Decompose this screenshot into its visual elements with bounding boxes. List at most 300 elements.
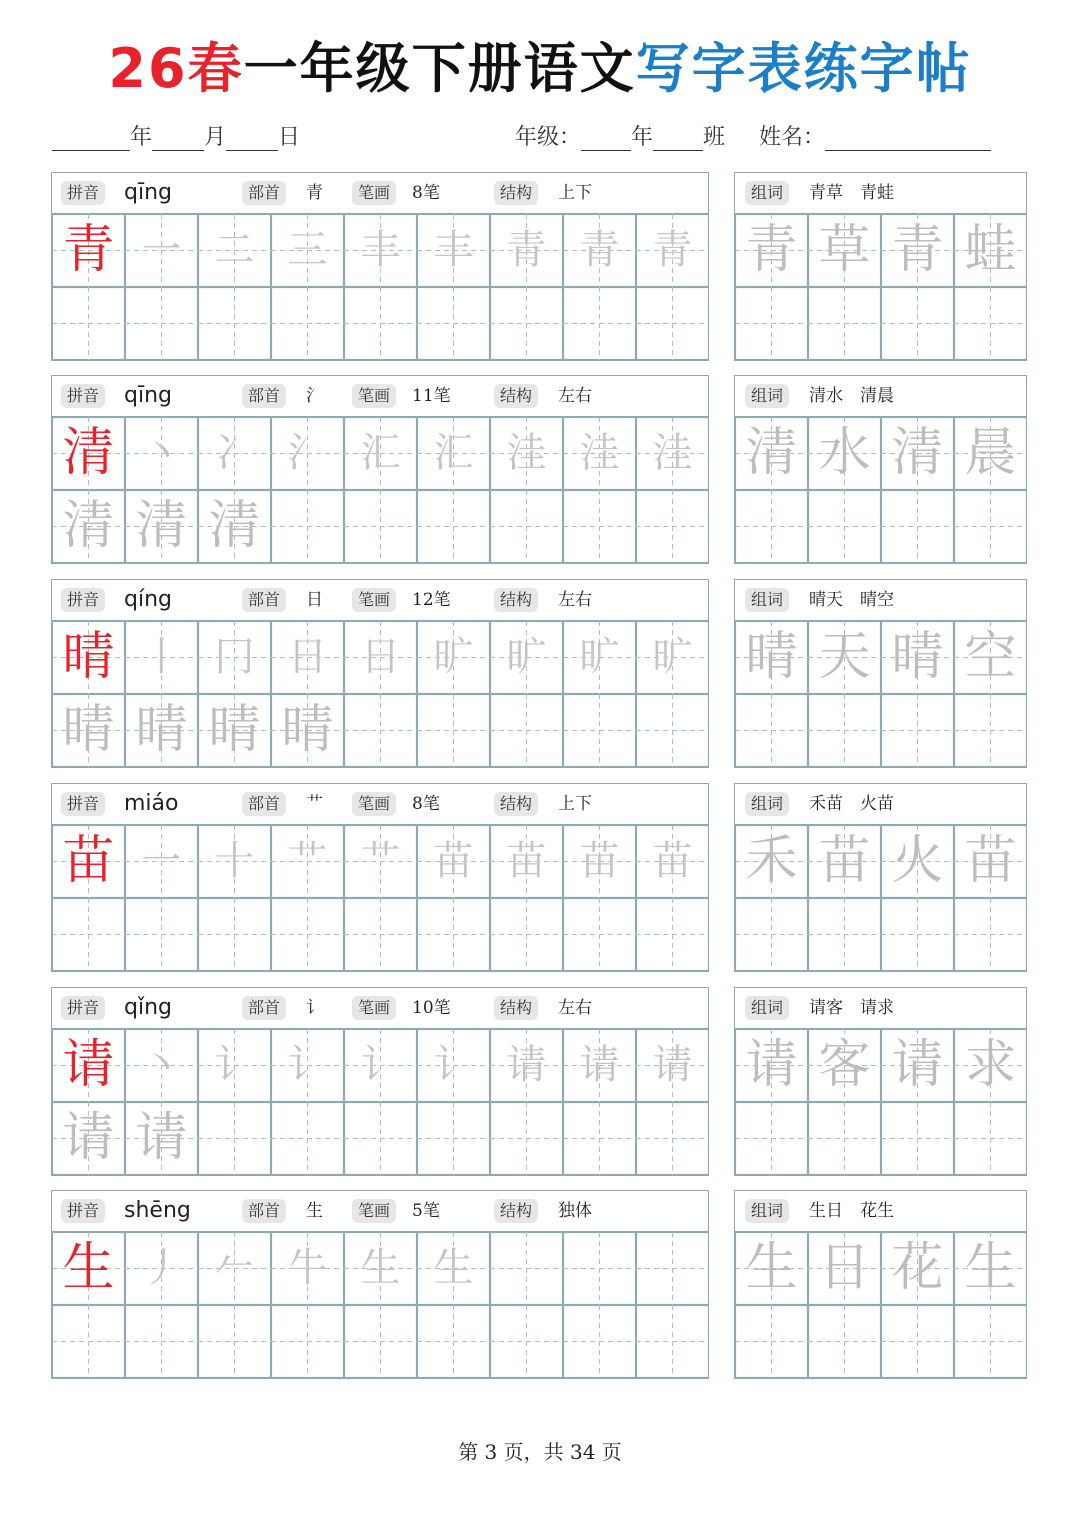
word-cell[interactable] (881, 825, 954, 898)
strokes-label: 笔画 (352, 384, 396, 408)
stroke-step: 苗 (652, 838, 693, 884)
word-cell[interactable] (735, 214, 808, 287)
writing-cell[interactable] (344, 1305, 417, 1378)
stroke-step: 艹 (360, 838, 401, 884)
writing-cell[interactable] (52, 1305, 125, 1378)
writing-cell[interactable] (125, 825, 198, 898)
word-cell[interactable] (808, 1029, 881, 1102)
writing-cell[interactable] (125, 490, 198, 563)
writing-cell[interactable] (271, 694, 344, 767)
writing-cell[interactable] (563, 621, 636, 694)
radical-label: 部首 (242, 588, 286, 612)
writing-cell[interactable] (125, 417, 198, 490)
model-character: 清 (62, 423, 115, 483)
words-label: 组词 (745, 181, 789, 205)
word-cell[interactable] (735, 825, 808, 898)
writing-cell[interactable] (490, 1232, 563, 1305)
page-title (0, 34, 1080, 104)
words-panel (734, 375, 1027, 564)
stroke-step: 丿 (141, 1245, 182, 1291)
writing-cell[interactable] (344, 621, 417, 694)
word-trace-character: 青 (891, 220, 944, 280)
writing-cell[interactable] (271, 1232, 344, 1305)
radical-label: 部首 (242, 1199, 286, 1223)
words-value: 请客 请求 (809, 998, 894, 1018)
writing-cell[interactable] (198, 417, 271, 490)
writing-cell[interactable] (271, 898, 344, 971)
stroke-step: 日 (287, 634, 328, 680)
word-cell[interactable] (954, 1102, 1027, 1175)
word-trace-character: 晨 (964, 423, 1017, 483)
word-trace-character: 生 (745, 1238, 798, 1298)
strokes-label: 笔画 (352, 181, 396, 205)
stroke-step: 十 (214, 838, 255, 884)
word-cell[interactable] (735, 287, 808, 360)
stroke-panel (51, 1190, 709, 1379)
class-blank[interactable] (653, 128, 703, 151)
word-cell[interactable] (954, 1232, 1027, 1305)
radical-label: 部首 (242, 792, 286, 816)
word-trace-character: 生 (964, 1238, 1017, 1298)
writing-cell[interactable] (636, 825, 709, 898)
stroke-step: 一 (141, 227, 182, 273)
writing-cell[interactable] (636, 417, 709, 490)
stroke-step: 苗 (579, 838, 620, 884)
word-trace-character: 客 (818, 1035, 871, 1095)
word-trace-character: 花 (891, 1238, 944, 1298)
trace-character: 清 (208, 496, 261, 556)
stroke-step: 讠 (214, 1042, 255, 1088)
stroke-step: 三 (287, 227, 328, 273)
stroke-step: 氵 (287, 430, 328, 476)
writing-cell[interactable] (417, 1305, 490, 1378)
word-trace-character: 禾 (745, 831, 798, 891)
word-cell[interactable] (881, 621, 954, 694)
word-cell[interactable] (735, 1232, 808, 1305)
writing-cell[interactable] (417, 287, 490, 360)
stroke-step: 艹 (287, 838, 328, 884)
trace-character: 清 (62, 496, 115, 556)
writing-cell[interactable] (198, 490, 271, 563)
writing-cell[interactable] (490, 287, 563, 360)
word-cell[interactable] (808, 214, 881, 287)
pinyin-label: 拼音 (61, 996, 105, 1020)
writing-cell[interactable] (52, 1029, 125, 1102)
stroke-step: 洼 (652, 430, 693, 476)
stroke-step: 丰 (433, 227, 474, 273)
char-info-header (52, 173, 708, 214)
word-cell[interactable] (954, 490, 1027, 563)
char-info-header (52, 784, 708, 825)
word-cell[interactable] (808, 825, 881, 898)
stroke-panel (51, 783, 709, 972)
writing-cell[interactable] (271, 1102, 344, 1175)
writing-cell[interactable] (125, 898, 198, 971)
stroke-step: 丨 (141, 634, 182, 680)
writing-cell[interactable] (344, 898, 417, 971)
writing-cell[interactable] (563, 825, 636, 898)
strokes-label: 笔画 (352, 996, 396, 1020)
word-trace-character: 青 (745, 220, 798, 280)
writing-cell[interactable] (271, 417, 344, 490)
writing-cell[interactable] (271, 287, 344, 360)
structure-value: 左右 (558, 590, 592, 610)
writing-cell[interactable] (636, 214, 709, 287)
char-info-header (52, 376, 708, 417)
words-label: 组词 (745, 792, 789, 816)
word-cell[interactable] (735, 490, 808, 563)
writing-cell[interactable] (125, 694, 198, 767)
strokes-value: 11笔 (412, 386, 451, 406)
writing-cell[interactable] (417, 898, 490, 971)
writing-cell[interactable] (52, 490, 125, 563)
writing-cell[interactable] (344, 417, 417, 490)
stroke-step: 汇 (360, 430, 401, 476)
writing-cell[interactable] (271, 621, 344, 694)
writing-cell[interactable] (490, 825, 563, 898)
writing-cell[interactable] (490, 621, 563, 694)
word-cell[interactable] (881, 694, 954, 767)
stroke-panel (51, 172, 709, 361)
writing-cell[interactable] (636, 287, 709, 360)
word-cell[interactable] (735, 1102, 808, 1175)
writing-cell[interactable] (344, 287, 417, 360)
writing-cell[interactable] (52, 898, 125, 971)
strokes-value: 8笔 (412, 183, 440, 203)
writing-cell[interactable] (417, 694, 490, 767)
writing-cell[interactable] (125, 621, 198, 694)
word-cell[interactable] (735, 898, 808, 971)
trace-character: 晴 (208, 700, 261, 760)
strokes-value: 12笔 (412, 590, 451, 610)
word-trace-character: 晴 (745, 627, 798, 687)
writing-cell[interactable] (563, 1029, 636, 1102)
word-trace-character: 蛙 (964, 220, 1017, 280)
word-cell[interactable] (881, 1029, 954, 1102)
grade-year-label: 年 (631, 125, 654, 150)
writing-cell[interactable] (52, 417, 125, 490)
model-character: 晴 (62, 627, 115, 687)
writing-cell[interactable] (198, 1029, 271, 1102)
writing-cell[interactable] (198, 898, 271, 971)
name-label: 姓名： (759, 125, 826, 150)
word-cell[interactable] (881, 417, 954, 490)
writing-cell[interactable] (563, 287, 636, 360)
writing-cell[interactable] (636, 1232, 709, 1305)
writing-cell[interactable] (198, 1232, 271, 1305)
pinyin-value: shēng (124, 1198, 191, 1223)
writing-cell[interactable] (198, 825, 271, 898)
radical-value: 讠 (306, 998, 323, 1018)
word-cell[interactable] (808, 1305, 881, 1378)
word-cell[interactable] (954, 1029, 1027, 1102)
words-panel (734, 172, 1027, 361)
writing-cell[interactable] (417, 1232, 490, 1305)
words-panel (734, 579, 1027, 768)
stroke-panel (51, 987, 709, 1176)
word-cell[interactable] (954, 1305, 1027, 1378)
radical-label: 部首 (242, 996, 286, 1020)
stroke-step: 青 (652, 227, 693, 273)
words-label: 组词 (745, 996, 789, 1020)
writing-cell[interactable] (490, 1102, 563, 1175)
stroke-step: 请 (579, 1042, 620, 1088)
radical-label: 部首 (242, 181, 286, 205)
stroke-step: 二 (214, 227, 255, 273)
word-cell[interactable] (735, 1029, 808, 1102)
word-cell[interactable] (881, 898, 954, 971)
writing-cell[interactable] (344, 1029, 417, 1102)
writing-cell[interactable] (125, 1029, 198, 1102)
pinyin-label: 拼音 (61, 588, 105, 612)
stroke-step: 洼 (579, 430, 620, 476)
writing-cell[interactable] (125, 1102, 198, 1175)
words-header (735, 1191, 1026, 1232)
writing-cell[interactable] (271, 490, 344, 563)
word-cell[interactable] (808, 1232, 881, 1305)
writing-cell[interactable] (563, 694, 636, 767)
strokes-value: 10笔 (412, 998, 451, 1018)
student-fields (515, 120, 991, 156)
word-cell[interactable] (954, 621, 1027, 694)
word-trace-character: 空 (964, 627, 1017, 687)
writing-cell[interactable] (563, 490, 636, 563)
radical-value: 氵 (306, 386, 323, 406)
word-trace-character: 请 (745, 1035, 798, 1095)
word-cell[interactable] (954, 694, 1027, 767)
writing-cell[interactable] (344, 490, 417, 563)
writing-cell[interactable] (271, 214, 344, 287)
class-label: 班 (703, 125, 726, 150)
structure-label: 结构 (494, 181, 538, 205)
writing-cell[interactable] (198, 1102, 271, 1175)
writing-cell[interactable] (52, 1232, 125, 1305)
words-header (735, 988, 1026, 1029)
stroke-step: 讠 (433, 1042, 474, 1088)
word-trace-character: 天 (818, 627, 871, 687)
writing-cell[interactable] (563, 1102, 636, 1175)
writing-cell[interactable] (636, 1029, 709, 1102)
writing-cell[interactable] (417, 417, 490, 490)
structure-value: 上下 (558, 794, 592, 814)
writing-cell[interactable] (271, 1029, 344, 1102)
title-part-black: 一年级下册语文 (243, 37, 636, 100)
trace-character: 清 (135, 496, 188, 556)
word-cell[interactable] (881, 214, 954, 287)
stroke-step: 冫 (214, 430, 255, 476)
writing-cell[interactable] (125, 214, 198, 287)
word-cell[interactable] (881, 287, 954, 360)
words-label: 组词 (745, 384, 789, 408)
word-cell[interactable] (735, 621, 808, 694)
word-cell[interactable] (808, 490, 881, 563)
pinyin-value: qǐng (124, 995, 172, 1020)
stroke-step: 生 (360, 1245, 401, 1291)
month-blank[interactable] (152, 128, 204, 151)
stroke-panel (51, 579, 709, 768)
writing-cell[interactable] (52, 694, 125, 767)
word-cell[interactable] (954, 287, 1027, 360)
writing-cell[interactable] (344, 694, 417, 767)
stroke-step: 𠂉 (214, 1245, 255, 1291)
words-header (735, 580, 1026, 621)
structure-value: 独体 (558, 1201, 592, 1221)
writing-cell[interactable] (490, 694, 563, 767)
word-cell[interactable] (881, 1305, 954, 1378)
structure-label: 结构 (494, 1199, 538, 1223)
writing-cell[interactable] (417, 621, 490, 694)
word-trace-character: 请 (891, 1035, 944, 1095)
writing-cell[interactable] (198, 287, 271, 360)
word-cell[interactable] (954, 825, 1027, 898)
stroke-step: 讠 (287, 1042, 328, 1088)
structure-label: 结构 (494, 384, 538, 408)
writing-cell[interactable] (563, 898, 636, 971)
model-character: 青 (62, 220, 115, 280)
word-cell[interactable] (954, 417, 1027, 490)
structure-label: 结构 (494, 996, 538, 1020)
word-trace-character: 水 (818, 423, 871, 483)
structure-value: 左右 (558, 998, 592, 1018)
writing-cell[interactable] (344, 1102, 417, 1175)
writing-cell[interactable] (125, 287, 198, 360)
writing-cell[interactable] (417, 1102, 490, 1175)
word-trace-character: 火 (891, 831, 944, 891)
word-cell[interactable] (881, 490, 954, 563)
word-trace-character: 清 (745, 423, 798, 483)
pinyin-label: 拼音 (61, 181, 105, 205)
words-value: 晴天 晴空 (809, 590, 894, 610)
writing-cell[interactable] (563, 1232, 636, 1305)
writing-cell[interactable] (636, 621, 709, 694)
pinyin-label: 拼音 (61, 792, 105, 816)
writing-cell[interactable] (490, 417, 563, 490)
writing-cell[interactable] (636, 1102, 709, 1175)
writing-cell[interactable] (198, 694, 271, 767)
writing-cell[interactable] (271, 825, 344, 898)
stroke-step: 请 (506, 1042, 547, 1088)
grade-blank[interactable] (581, 128, 631, 151)
word-cell[interactable] (954, 214, 1027, 287)
stroke-step: 讠 (360, 1042, 401, 1088)
stroke-step: 日 (360, 634, 401, 680)
word-cell[interactable] (808, 417, 881, 490)
radical-label: 部首 (242, 384, 286, 408)
word-cell[interactable] (954, 898, 1027, 971)
writing-cell[interactable] (198, 1305, 271, 1378)
word-trace-character: 清 (891, 423, 944, 483)
writing-cell[interactable] (125, 1232, 198, 1305)
stroke-step: 旷 (652, 634, 693, 680)
writing-cell[interactable] (636, 898, 709, 971)
writing-cell[interactable] (125, 1305, 198, 1378)
writing-cell[interactable] (490, 898, 563, 971)
word-cell[interactable] (881, 1232, 954, 1305)
writing-cell[interactable] (344, 214, 417, 287)
trace-character: 晴 (135, 700, 188, 760)
word-cell[interactable] (881, 1102, 954, 1175)
writing-cell[interactable] (198, 621, 271, 694)
writing-cell[interactable] (271, 1305, 344, 1378)
words-value: 禾苗 火苗 (809, 794, 894, 814)
writing-cell[interactable] (490, 490, 563, 563)
word-trace-character: 苗 (964, 831, 1017, 891)
name-blank[interactable] (825, 128, 991, 151)
writing-cell[interactable] (52, 287, 125, 360)
writing-cell[interactable] (52, 1102, 125, 1175)
pinyin-value: miáo (124, 791, 179, 816)
stroke-step: 青 (579, 227, 620, 273)
writing-cell[interactable] (52, 825, 125, 898)
stroke-step: 汇 (433, 430, 474, 476)
word-cell[interactable] (735, 417, 808, 490)
word-trace-character: 求 (964, 1035, 1017, 1095)
stroke-step: 洼 (506, 430, 547, 476)
writing-cell[interactable] (563, 417, 636, 490)
writing-cell[interactable] (417, 214, 490, 287)
pinyin-value: qīng (124, 383, 172, 408)
word-cell[interactable] (808, 287, 881, 360)
word-cell[interactable] (808, 694, 881, 767)
title-part-blue: 写字表练字帖 (635, 37, 972, 100)
stroke-step: 请 (652, 1042, 693, 1088)
writing-cell[interactable] (344, 1232, 417, 1305)
stroke-step: 苗 (433, 838, 474, 884)
words-value: 生日 花生 (809, 1201, 894, 1221)
writing-cell[interactable] (344, 825, 417, 898)
writing-cell[interactable] (52, 621, 125, 694)
words-panel (734, 987, 1027, 1176)
writing-cell[interactable] (417, 1029, 490, 1102)
model-character: 请 (62, 1035, 115, 1095)
year-blank[interactable] (52, 128, 130, 151)
writing-cell[interactable] (490, 1305, 563, 1378)
words-value: 青草 青蛙 (809, 183, 894, 203)
writing-cell[interactable] (490, 214, 563, 287)
writing-cell[interactable] (52, 214, 125, 287)
word-cell[interactable] (735, 1305, 808, 1378)
char-info-header (52, 580, 708, 621)
word-cell[interactable] (808, 898, 881, 971)
stroke-step: 丰 (360, 227, 401, 273)
writing-cell[interactable] (636, 1305, 709, 1378)
words-value: 清水 清晨 (809, 386, 894, 406)
writing-cell[interactable] (636, 694, 709, 767)
writing-cell[interactable] (198, 214, 271, 287)
trace-character: 晴 (62, 700, 115, 760)
writing-cell[interactable] (417, 490, 490, 563)
writing-cell[interactable] (563, 1305, 636, 1378)
radical-value: 日 (306, 590, 323, 610)
word-cell[interactable] (808, 621, 881, 694)
word-trace-character: 日 (818, 1238, 871, 1298)
grade-label: 年级： (515, 125, 582, 150)
writing-cell[interactable] (563, 214, 636, 287)
stroke-step: 丶 (141, 430, 182, 476)
writing-cell[interactable] (490, 1029, 563, 1102)
word-cell[interactable] (735, 694, 808, 767)
writing-cell[interactable] (417, 825, 490, 898)
word-cell[interactable] (808, 1102, 881, 1175)
trace-character: 晴 (281, 700, 334, 760)
writing-cell[interactable] (636, 490, 709, 563)
strokes-label: 笔画 (352, 792, 396, 816)
word-trace-character: 草 (818, 220, 871, 280)
page-footer: 第 3 页，共 34 页 (458, 1440, 622, 1464)
title-part-red: 26春 (108, 37, 244, 100)
structure-label: 结构 (494, 588, 538, 612)
day-blank[interactable] (226, 128, 278, 151)
